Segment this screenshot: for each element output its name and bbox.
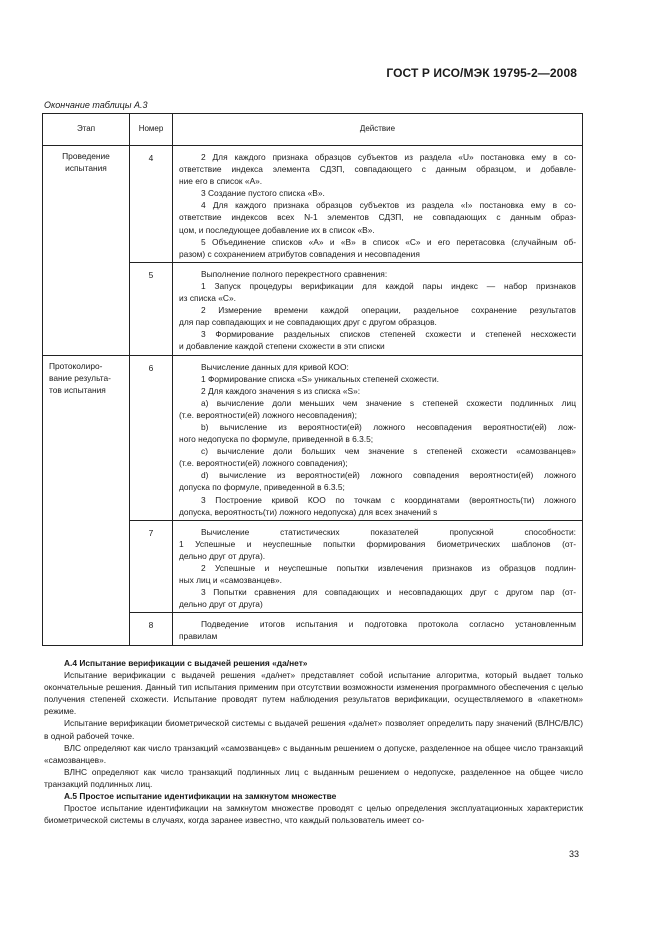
action-line: a) вычисление доли меньших чем значение s степеней схожести подлинных лиц [201,397,576,408]
stage-cell [43,355,130,645]
action-line: 3 Попытки сравнения для совпадающих и несовпадающих друг с другом пар (от- [201,587,576,598]
action-line: дельно друг от друга). [179,550,266,561]
action-line: из списка «С». [179,293,236,304]
section-heading: А.4 Испытание верификации с выдачей решения «да/нет» [64,658,308,668]
table-row [43,146,583,263]
number-cell: 5 [130,262,173,355]
action-line: (т.е. вероятности(ей) ложного несовпадения); [179,409,357,420]
action-line: ного недопуска по формуле, приведенной в 6.3.5; [179,434,374,445]
page-number: 33 [569,849,580,859]
action-line: дельно друг от друга) [179,599,263,610]
section-heading: А.5 Простое испытание идентификации на замкнутом множестве [64,791,337,802]
action-line: для пар совпадающих и не совпадающих друг с другом образцов. [179,317,437,328]
paragraph: Испытание верификации с выдачей решения «да/нет» представляет собой испытание алгоритма, который выдает только окончательные решения. Данный тип испытания применим при отсутствии возможности изменения программного обеспечения с целью получения степеней схожести. Испытание проводят путем наблюдения результатов верификации, осуществляемого в «пакетном» режиме. [44,670,583,717]
action-line: 1 Успешные и неуспешные попытки формирования биометрических шаблонов (от- [179,538,576,549]
stage-line: Проведение [62,151,110,161]
action-cell [173,355,583,520]
action-line: 3 Создание пустого списка «В». [201,188,325,199]
action-line: ответствие индекса элемента СДЗП, совпадающего с данным образцом, и добавле- [179,164,576,175]
action-line: Вычисление данных для кривой КОО: [201,361,349,372]
action-line: 1 Формирование списка «S» уникальных степеней схожести. [201,373,439,384]
table-caption: Окончание таблицы А.3 [44,100,148,110]
action-line: Вычисление статистических показателей пропускной способности: [201,526,576,537]
action-line: 1 Запуск процедуры верификации для каждой пары индекс — набор признаков [201,280,576,291]
action-line: и добавление каждой степени схожести в эти списки [179,341,385,352]
number-cell: 8 [130,613,173,645]
table-header-row [43,114,583,146]
column-header-number: Номер [130,114,173,146]
table-row [43,355,583,520]
number-cell: 6 [130,355,173,520]
stage-line: тов испытания [49,384,106,395]
procedure-table [42,113,583,646]
action-line: 4 Для каждого признака образцов субъектов из раздела «I» постановка ему в со- [201,200,576,211]
action-cell [173,520,583,613]
paragraph: Простое испытание идентификации на замкнутом множестве проводят с целью определения эксплуатационных характеристик биометрической системы в случаях, когда заранее известно, что каждый пользователь имеет со- [44,803,583,826]
action-line: b) вычисление из вероятности(ей) ложного несовпадения вероятности(ей) лож- [201,421,576,432]
action-line: c) вычисление доли больших чем значение s степеней схожести «самозванцев» [201,446,576,457]
paragraph: ВЛС определяют как число транзакций «самозванцев» с выданным решением о допуске, разделенное на общее число транзакций «самозванцев». [44,742,583,765]
action-line: разом) с сохранением атрибутов совпадения и несовпадения [179,248,420,259]
action-line: 2 Для каждого значения s из списка «S»: [201,385,361,396]
action-cell [173,146,583,263]
action-line: 2 Успешные и неуспешные попытки извлечения признаков из образцов подлин- [201,563,576,573]
number-cell: 4 [130,146,173,263]
number-cell: 7 [130,520,173,613]
action-line: ных лиц и «самозванцев». [179,575,282,586]
action-line: допуска, вероятность(ти) ложного недопуска) для всех значений s [179,506,438,517]
action-line: правилам [179,631,218,642]
stage-line: вание результа- [49,372,111,383]
action-line: цом, и последующее добавление их в список «В». [179,224,375,235]
action-line: d) вычисление из вероятности(ей) ложного совпадения вероятности(ей) ложного [201,470,576,481]
stage-line: испытания [65,163,107,174]
paragraph: Испытание верификации биометрической системы с выдачей решения «да/нет» позволяет определить пару значений (ВЛНС/ВЛС) в одной рабочей точке. [44,718,583,741]
action-line: ние его в список «А». [179,176,263,187]
action-line: 2 Для каждого признака образцов субъектов из раздела «U» постановка ему в со- [201,152,576,162]
action-line: 3 Построение кривой КОО по точкам с координатами (вероятность(ти) ложного [201,494,576,505]
action-cell [173,613,583,645]
stage-line: Протоколиро- [49,360,103,371]
stage-cell [43,146,130,356]
action-line: ответствие индексов всех N-1 элементов СДЗП, не совпадающих с данным образ- [179,212,576,223]
column-header-action: Действие [173,114,583,146]
paragraph: ВЛНС определяют как число транзакций подлинных лиц с выданным решением о недопуске, разделенное на общее число транзакций подлинных лиц. [44,766,583,789]
action-line: допуска по формуле, приведенной в 6.3.5; [179,482,345,493]
body-text [44,657,583,826]
action-line: (т.е. вероятности(ей) ложного совпадения); [179,458,348,469]
action-line: 5 Объединение списков «А» и «В» в список «С» и его перетасовка (случайным об- [201,236,576,247]
action-cell [173,262,583,355]
action-line: Выполнение полного перекрестного сравнения: [201,268,388,279]
action-line: Подведение итогов испытания и подготовка протокола согласно установленным [201,619,576,630]
action-line: 2 Измерение времени каждой операции, раздельное сохранение результатов [201,305,576,316]
column-header-stage: Этап [43,114,130,146]
action-line: 3 Формирование раздельных списков степеней схожести и степеней несхожести [201,329,576,340]
document-code-header: ГОСТ Р ИСО/МЭК 19795-2—2008 [386,66,577,80]
